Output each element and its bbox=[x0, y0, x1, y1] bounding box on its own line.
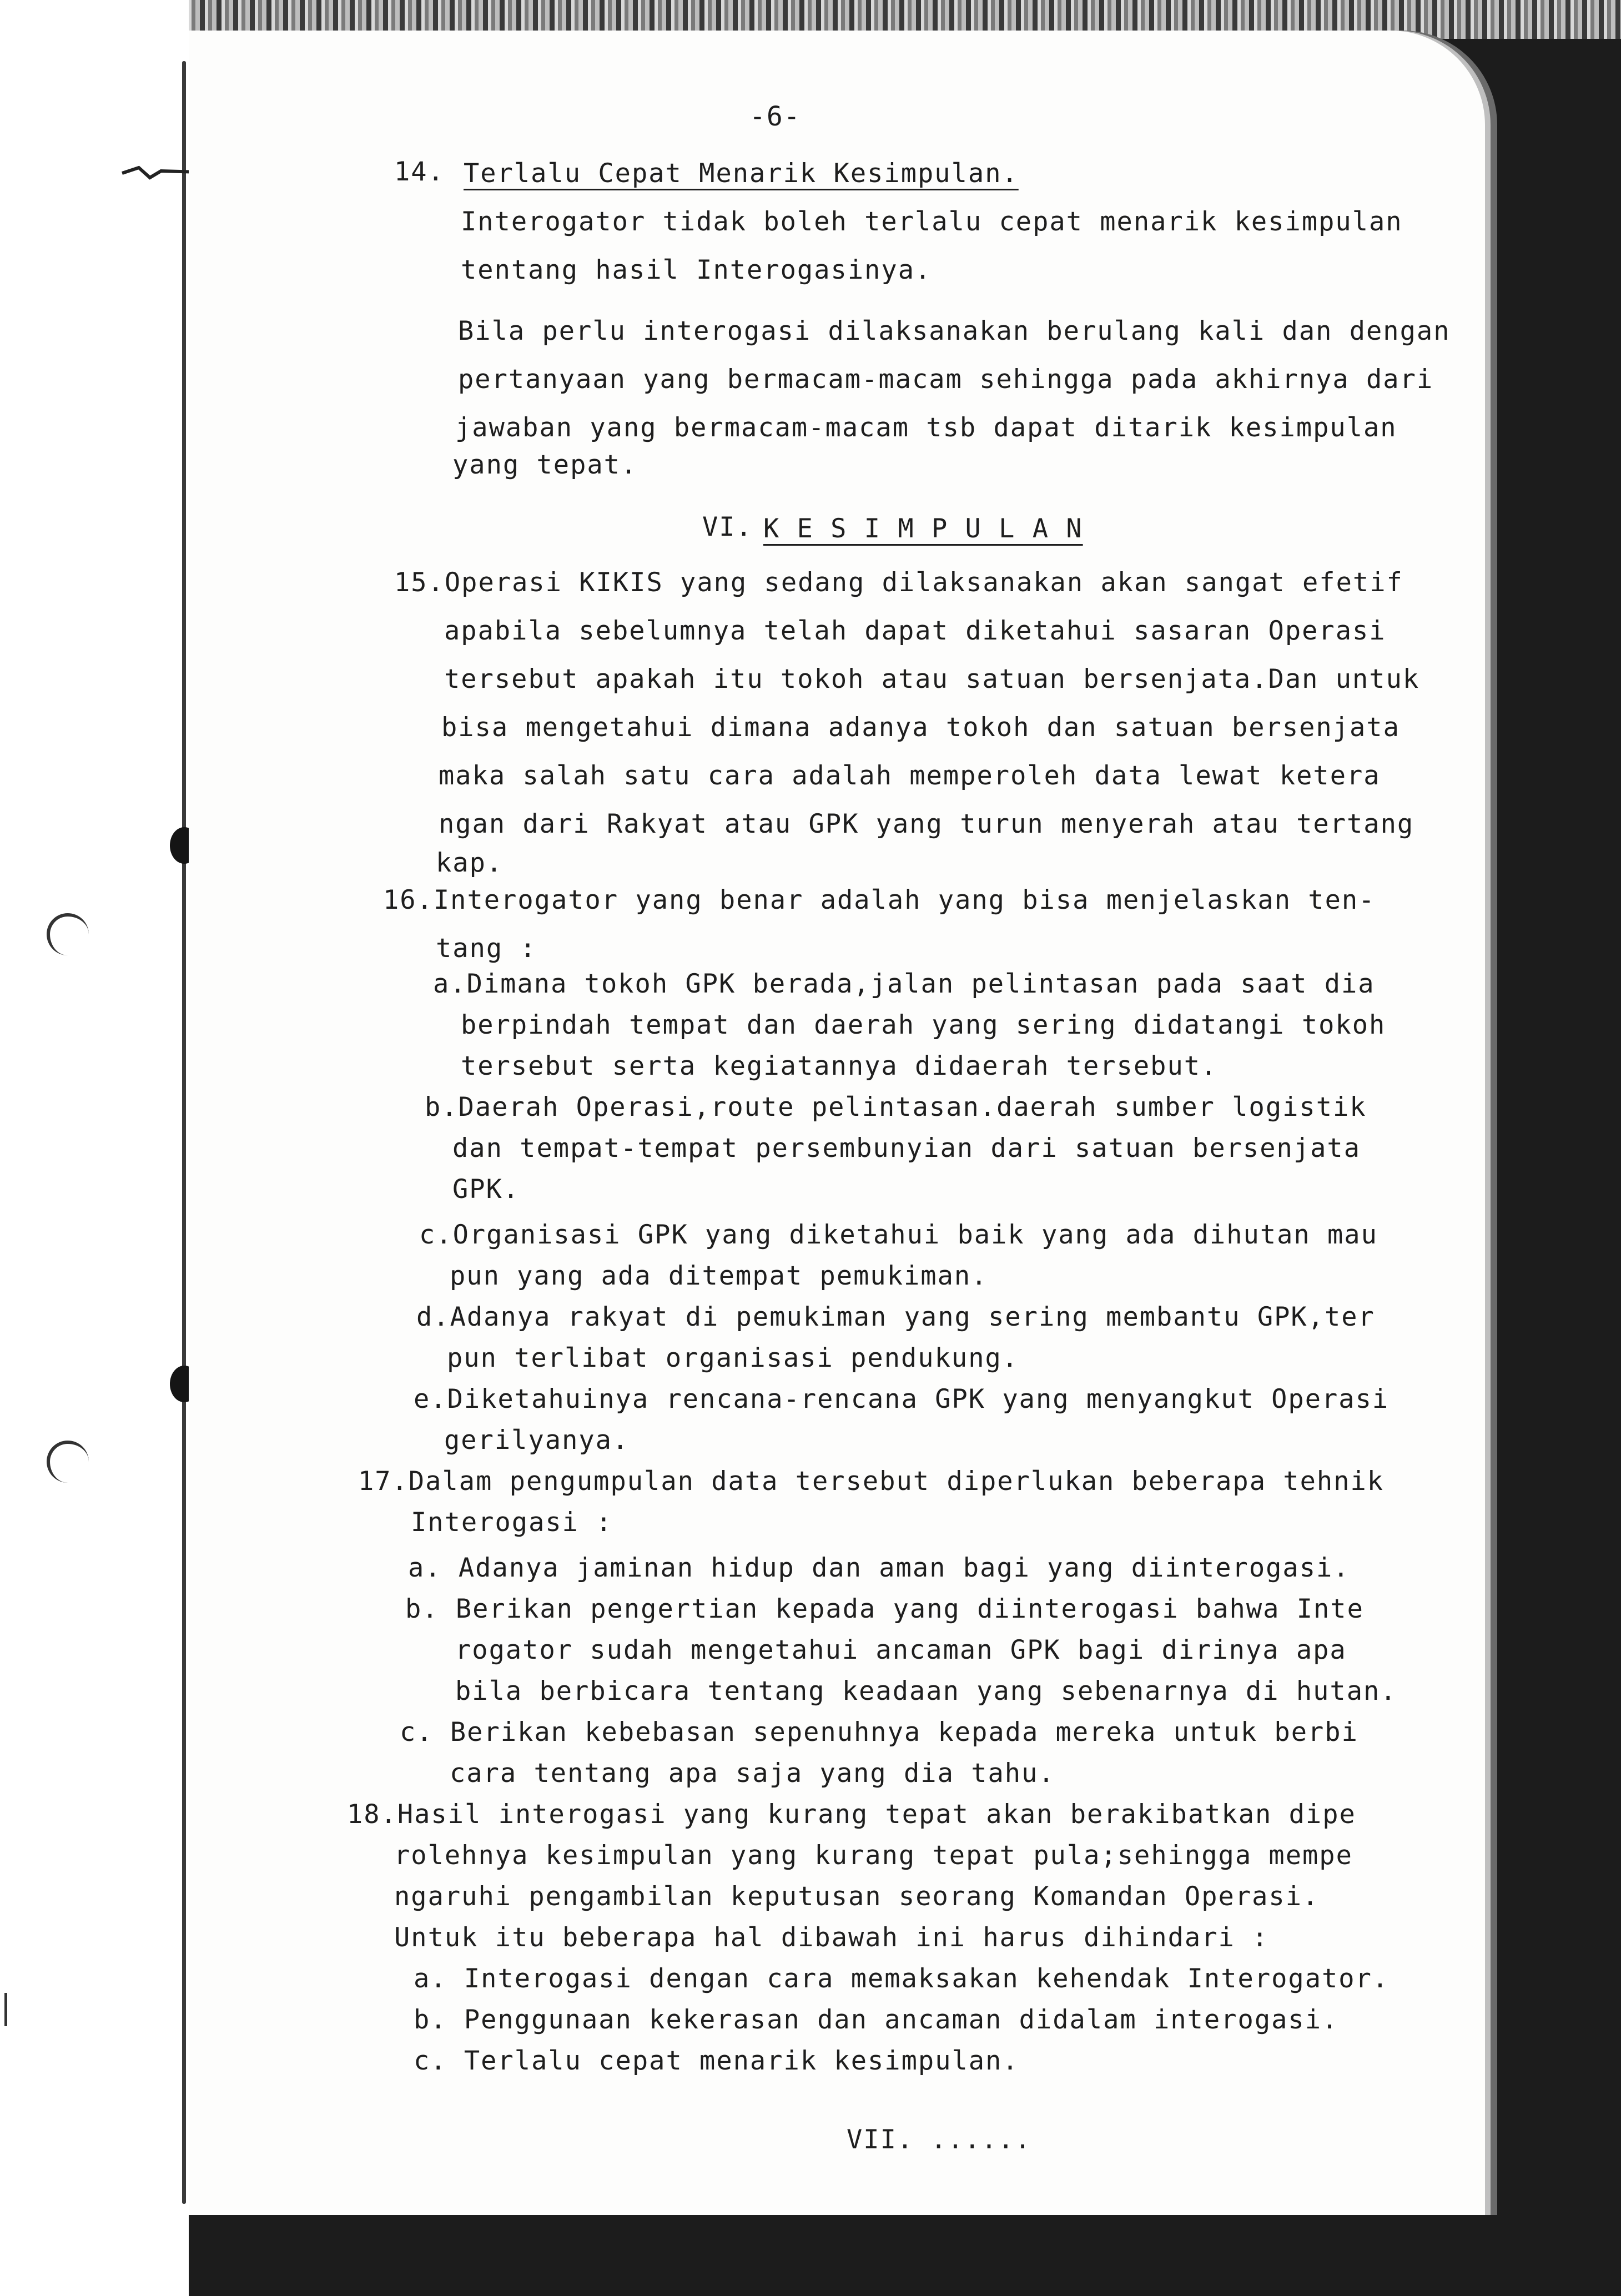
subitem-line: d.Adanya rakyat di pemukiman yang sering membantu GPK,ter bbox=[416, 1302, 1375, 1332]
subitem-line: rogator sudah mengetahui ancaman GPK bagi dirinya apa bbox=[455, 1635, 1347, 1665]
binding-line bbox=[182, 61, 186, 2204]
item-number: 14. bbox=[394, 157, 445, 187]
subitem-line: cara tentang apa saja yang dia tahu. bbox=[450, 1758, 1055, 1789]
paragraph-line: pertanyaan yang bermacam-macam sehingga pada akhirnya dari bbox=[458, 364, 1434, 395]
subitem-line: b. Penggunaan kekerasan dan ancaman didalam interogasi. bbox=[414, 2005, 1339, 2035]
punch-hole-arc bbox=[47, 913, 89, 955]
subitem-line: bila berbicara tentang keadaan yang sebenarnya di hutan. bbox=[455, 1676, 1397, 1706]
paragraph-line: maka salah satu cara adalah memperoleh data lewat ketera bbox=[439, 761, 1381, 791]
document-page bbox=[189, 31, 1485, 2215]
subitem-line: a. Interogasi dengan cara memaksakan kehendak Interogator. bbox=[414, 1963, 1390, 1994]
punch-hole-arc bbox=[47, 1441, 89, 1483]
subitem-line: pun yang ada ditempat pemukiman. bbox=[450, 1261, 988, 1291]
item-first-line: 16.Interogator yang benar adalah yang bisa menjelaskan ten- bbox=[383, 885, 1376, 915]
subitem-line: GPK. bbox=[452, 1174, 520, 1205]
item-title: Terlalu Cepat Menarik Kesimpulan. bbox=[464, 158, 1019, 189]
section-number: VI. bbox=[702, 512, 753, 542]
paragraph-line: yang tepat. bbox=[452, 450, 638, 480]
item-first-line: 17.Dalam pengumpulan data tersebut diperlukan beberapa tehnik bbox=[358, 1466, 1385, 1497]
paragraph-line: rolehnya kesimpulan yang kurang tepat pula;sehingga mempe bbox=[394, 1840, 1353, 1871]
subitem-line: dan tempat-tempat persembunyian dari satuan bersenjata bbox=[452, 1133, 1361, 1164]
paragraph-line: apabila sebelumnya telah dapat diketahui sasaran Operasi bbox=[444, 616, 1386, 646]
paragraph-line: tersebut apakah itu tokoh atau satuan bersenjata.Dan untuk bbox=[444, 664, 1420, 694]
scan-left-margin bbox=[0, 0, 189, 2296]
item-first-line: 18.Hasil interogasi yang kurang tepat akan berakibatkan dipe bbox=[347, 1799, 1356, 1830]
edge-mark bbox=[4, 1993, 7, 2026]
paragraph-line: Bila perlu interogasi dilaksanakan berulang kali dan dengan bbox=[458, 316, 1451, 346]
subitem-line: berpindah tempat dan daerah yang sering didatangi tokoh bbox=[461, 1010, 1386, 1040]
subitem-line: b. Berikan pengertian kepada yang diinterogasi bahwa Inte bbox=[405, 1594, 1364, 1624]
subitem-line: a.Dimana tokoh GPK berada,jalan pelintasan pada saat dia bbox=[433, 969, 1375, 999]
paragraph-line: kap. bbox=[436, 848, 504, 878]
subitem-line: c. Berikan kebebasan sepenuhnya kepada mereka untuk berbi bbox=[400, 1717, 1358, 1748]
paragraph-line: ngan dari Rakyat atau GPK yang turun menyerah atau tertang bbox=[439, 809, 1414, 839]
paragraph-line: bisa mengetahui dimana adanya tokoh dan satuan bersenjata bbox=[441, 712, 1400, 743]
subitem-line: tersebut serta kegiatannya didaerah tersebut. bbox=[461, 1051, 1218, 1081]
subitem-line: gerilyanya. bbox=[444, 1425, 630, 1456]
paragraph-line: ngaruhi pengambilan keputusan seorang Komandan Operasi. bbox=[394, 1881, 1320, 1912]
paragraph-line: Interogator tidak boleh terlalu cepat menarik kesimpulan bbox=[461, 207, 1403, 237]
subitem-line: e.Diketahuinya rencana-rencana GPK yang menyangkut Operasi bbox=[414, 1384, 1390, 1414]
item-first-line: 15.Operasi KIKIS yang sedang dilaksanakan akan sangat efetif bbox=[394, 567, 1403, 598]
paragraph-line: tentang hasil Interogasinya. bbox=[461, 255, 932, 285]
subitem-line: a. Adanya jaminan hidup dan aman bagi yang diinterogasi. bbox=[408, 1553, 1350, 1583]
subitem-line: pun terlibat organisasi pendukung. bbox=[447, 1343, 1019, 1373]
page-number: -6- bbox=[749, 101, 801, 132]
subitem-line: b.Daerah Operasi,route pelintasan.daerah sumber logistik bbox=[425, 1092, 1367, 1122]
subitem-line: c. Terlalu cepat menarik kesimpulan. bbox=[414, 2046, 1019, 2076]
paragraph-line: tang : bbox=[436, 933, 537, 964]
paragraph-line: Interogasi : bbox=[411, 1507, 613, 1538]
section-title: K E S I M P U L A N bbox=[763, 513, 1083, 544]
continuation-marker: VII. ...... bbox=[847, 2124, 1032, 2155]
paragraph-line: Untuk itu beberapa hal dibawah ini harus dihindari : bbox=[394, 1922, 1269, 1953]
subitem-line: c.Organisasi GPK yang diketahui baik yang ada dihutan mau bbox=[419, 1220, 1378, 1250]
paragraph-line: jawaban yang bermacam-macam tsb dapat ditarik kesimpulan bbox=[455, 412, 1397, 443]
